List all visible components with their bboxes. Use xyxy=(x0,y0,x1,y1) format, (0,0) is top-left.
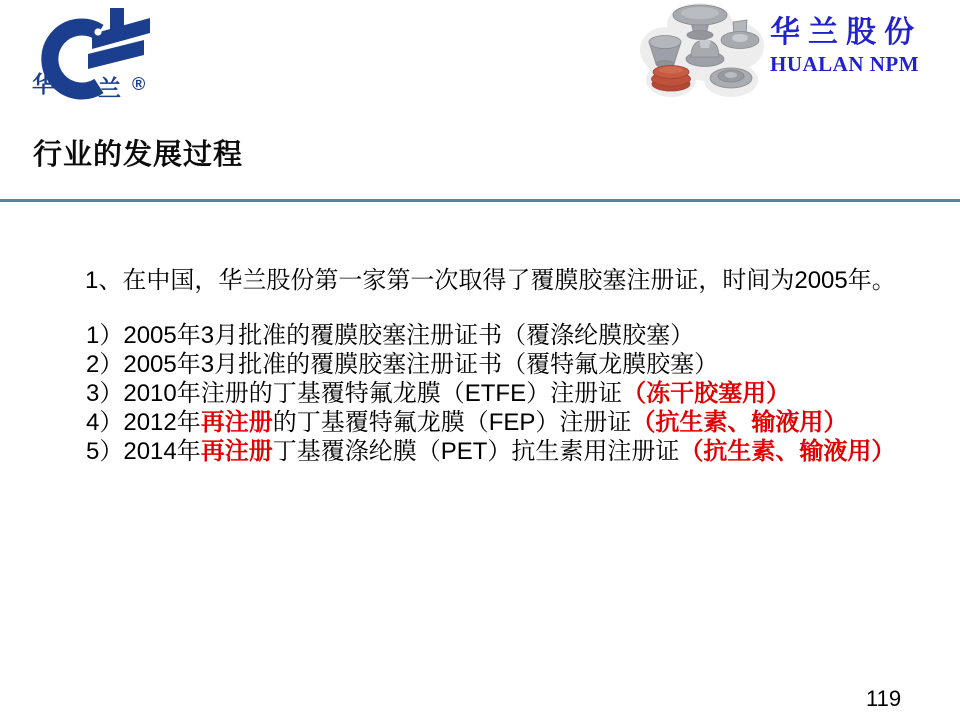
body-text: 5）2014年 xyxy=(86,438,201,465)
company-name-block xyxy=(770,16,940,76)
emphasis-text: 再注册 xyxy=(200,438,273,465)
emphasis-text: （抗生素、输液用） xyxy=(679,438,896,465)
title-divider xyxy=(0,199,960,202)
rubber-stoppers-image xyxy=(633,2,766,98)
list-item xyxy=(86,379,926,408)
hualan-logo-emblem-icon xyxy=(18,2,168,102)
list-item xyxy=(86,408,926,437)
body-text: 丁基覆涤纶膜（PET）抗生素用注册证 xyxy=(272,438,680,465)
company-name-english: HUALAN NPM xyxy=(770,52,920,76)
registration-list xyxy=(86,321,926,466)
emphasis-text: （冻干胶塞用） xyxy=(622,380,791,407)
logo-char-lan: 兰 xyxy=(98,75,121,101)
body-text: 3）2010年注册的丁基覆特氟龙膜（ETFE）注册证 xyxy=(86,380,623,407)
list-item xyxy=(86,437,926,466)
page-title: 行业的发展过程 xyxy=(33,139,244,171)
body-text: 1）2005年3月批准的覆膜胶塞注册证书（覆涤纶膜胶塞） xyxy=(86,322,695,349)
hualan-logo xyxy=(18,2,168,102)
intro-paragraph: 1、在中国，华兰股份第一家第一次取得了覆膜胶塞注册证，时间为2005年。 xyxy=(85,267,896,294)
list-item xyxy=(86,350,926,379)
emphasis-text: 再注册 xyxy=(200,409,273,436)
body-text: 2）2005年3月批准的覆膜胶塞注册证书（覆特氟龙膜胶塞） xyxy=(86,351,719,378)
company-name-chinese: 华兰股份 xyxy=(770,16,922,49)
emphasis-text: （抗生素、输液用） xyxy=(631,409,848,436)
list-item xyxy=(86,321,926,350)
registered-trademark-icon: ® xyxy=(132,74,146,94)
page-number: 119 xyxy=(866,686,902,711)
body-text: 4）2012年 xyxy=(86,409,201,436)
logo-char-hua: 华 xyxy=(32,71,55,97)
body-text: 的丁基覆特氟龙膜（FEP）注册证 xyxy=(272,409,632,436)
